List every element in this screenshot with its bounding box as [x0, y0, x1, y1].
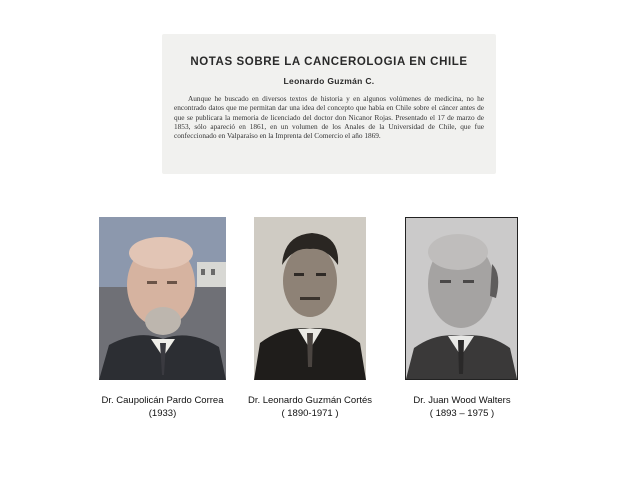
portrait-pardo-correa — [99, 217, 226, 380]
caption-wood-walters — [382, 394, 542, 420]
article-author: Leonardo Guzmán C. — [283, 76, 375, 86]
caption-name: Dr. Leonardo Guzmán Cortés — [247, 395, 373, 406]
caption-pardo-correa — [80, 394, 245, 420]
article-clipping — [162, 34, 496, 174]
portrait-wood-walters — [405, 217, 518, 380]
portrait-guzman-cortes — [254, 217, 366, 380]
caption-years: ( 1890-1971 ) — [281, 408, 339, 419]
caption-years: (1933) — [148, 408, 177, 419]
caption-name: Dr. Juan Wood Walters — [413, 395, 511, 406]
caption-years: ( 1893 – 1975 ) — [429, 408, 495, 419]
caption-name: Dr. Caupolicán Pardo Correa — [101, 395, 224, 406]
article-body: Aunque he buscado en diversos textos de historia y en algunos volúmenes de medicina, no he encontrado datos que me permitan dar una idea del concepto que había en Chile sobre el cáncer antes de que se publicara la memoria de licenciado del doctor don Nicanor Rojas. Presentado el 17 de marzo de 1853, sólo apareció en 1861, en un volumen de los Anales de la Universidad de Chile, que fue confeccionado en Valparaíso en la Imprenta del Comercio el año 1869. — [174, 94, 484, 141]
article-title: NOTAS SOBRE LA CANCEROLOGIA EN CHILE — [190, 56, 468, 68]
caption-guzman-cortes — [230, 394, 390, 420]
